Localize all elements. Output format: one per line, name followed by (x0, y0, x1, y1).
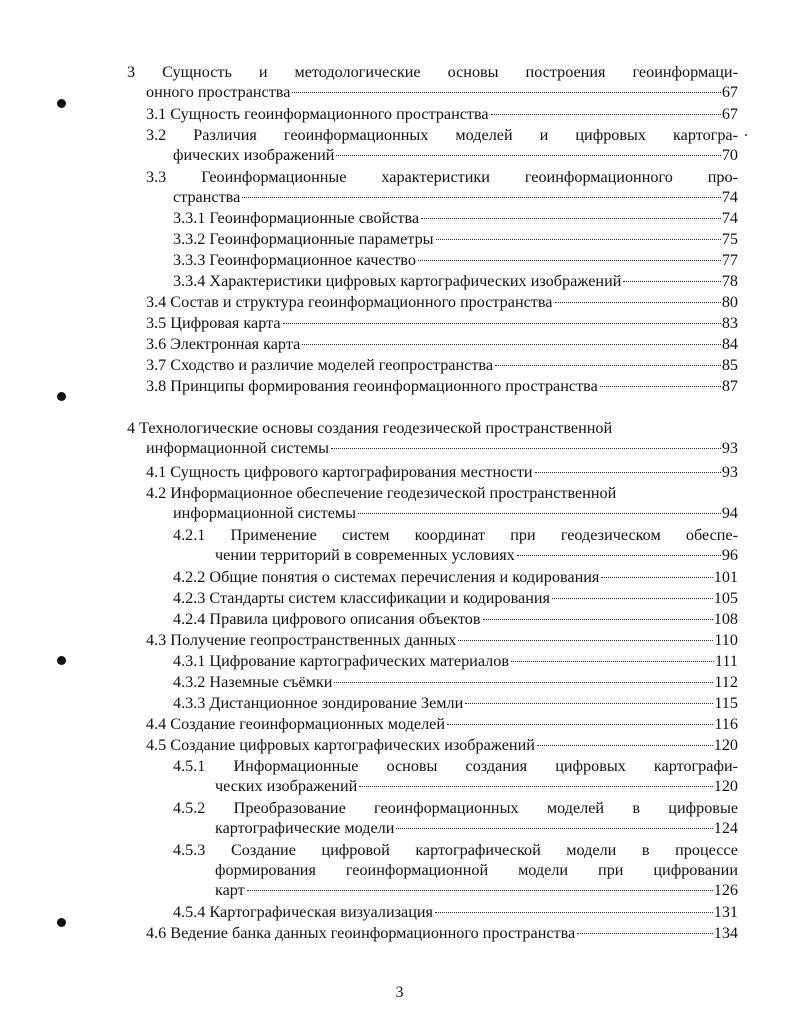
toc-page-number: 67 (721, 83, 738, 101)
toc-entry-line: 4.2.3 Стандарты систем классификации и кодирования 105 (173, 589, 738, 607)
dot-leader (511, 661, 714, 662)
dot-leader (334, 682, 713, 683)
dot-leader (436, 239, 721, 240)
toc-entry[interactable] (173, 902, 738, 922)
toc-entry[interactable] (146, 714, 738, 734)
toc-entry-line: 3.7 Сходство и различие моделей геопространства 85 (146, 356, 738, 374)
toc-entry[interactable] (146, 125, 738, 165)
toc-entry[interactable] (146, 292, 738, 312)
toc-page-number: 134 (713, 924, 738, 942)
toc-entry[interactable] (173, 567, 738, 587)
toc-page-number: 93 (721, 463, 738, 481)
toc-entry[interactable] (146, 630, 738, 650)
toc-entry-line: 3.2 Различия геоинформационных моделей и цифровых картогра- (146, 126, 738, 144)
toc-page-number: 101 (713, 568, 738, 586)
toc-entry-line: 4.3.3 Дистанционное зондирование Земли 115 (173, 694, 738, 712)
dot-leader (418, 260, 721, 261)
dot-leader (577, 933, 712, 934)
toc-entry[interactable] (173, 208, 738, 228)
toc-entry-line: 4.5.3 Создание цифровой картографической модели в процессе (173, 841, 738, 859)
toc-entry-line: 4.5.4 Картографическая визуализация 131 (173, 903, 738, 921)
toc-entry[interactable] (146, 923, 738, 943)
toc-entry[interactable] (173, 609, 738, 629)
margin-speck (745, 134, 747, 136)
toc-entry-line: 4.6 Ведение банка данных геоинформационного пространства 134 (146, 924, 738, 942)
toc-entry[interactable] (127, 418, 738, 458)
dot-leader (396, 828, 712, 829)
toc-entry-line: 4.5 Создание цифровых картографических изображений 120 (146, 736, 738, 754)
toc-page-number: 112 (714, 673, 738, 691)
margin-bullet-4 (57, 918, 66, 927)
dot-leader (336, 155, 720, 156)
dot-leader (600, 386, 721, 387)
toc-page-number: 93 (721, 439, 738, 457)
toc-page-number: 96 (721, 546, 738, 564)
toc-page-number: 111 (714, 652, 738, 670)
margin-bullet-2 (57, 392, 66, 401)
dot-leader (447, 724, 713, 725)
toc-page-number: 120 (713, 777, 738, 795)
dot-leader (465, 703, 713, 704)
toc-page-number: 108 (713, 610, 738, 628)
toc-entry[interactable] (173, 651, 738, 671)
toc-entry-line: 4.3 Получение геопространственных данных 110 (146, 631, 738, 649)
margin-bullet-1 (57, 99, 66, 108)
dot-leader (552, 598, 713, 599)
dot-leader (302, 344, 721, 345)
toc-entry[interactable] (173, 672, 738, 692)
toc-page-number: 77 (721, 251, 738, 269)
toc-entry-line: 3.4 Состав и структура геоинформационного пространства 80 (146, 293, 738, 311)
toc-entry[interactable] (173, 798, 738, 838)
margin-bullet-3 (57, 656, 66, 665)
toc-entry-line: 4.2 Информационное обеспечение геодезической пространственной (146, 484, 617, 502)
dot-leader (242, 197, 721, 198)
toc-entry[interactable] (146, 355, 738, 375)
toc-entry-line: 3.3.4 Характеристики цифровых картографических изображений 78 (173, 272, 738, 290)
toc-entry[interactable] (173, 756, 738, 796)
toc-entry-line: карт 126 (215, 881, 738, 899)
dot-leader (517, 555, 721, 556)
toc-page-number: 126 (713, 881, 738, 899)
toc-entry[interactable] (173, 525, 738, 565)
dot-leader (283, 323, 721, 324)
toc-entry[interactable] (146, 462, 738, 482)
toc-entry-line: ческих изображений 120 (215, 777, 738, 795)
toc-entry[interactable] (173, 693, 738, 713)
dot-leader (537, 745, 713, 746)
toc-page-number: 74 (721, 188, 738, 206)
toc-entry[interactable] (146, 104, 738, 124)
toc-entry-line: 4.1 Сущность цифрового картографирования местности 93 (146, 463, 738, 481)
dot-leader (458, 640, 713, 641)
toc-entry[interactable] (146, 334, 738, 354)
toc-entry[interactable] (146, 483, 738, 523)
toc-page-number: 105 (713, 589, 738, 607)
toc-entry-line: 4.2.4 Правила цифрового описания объектов 108 (173, 610, 738, 628)
dot-leader (495, 365, 721, 366)
toc-page-number: 67 (721, 105, 738, 123)
toc-entry-line: 3.5 Цифровая карта 83 (146, 314, 738, 332)
dot-leader (601, 577, 712, 578)
toc-page-number: 87 (721, 377, 738, 395)
toc-entry-line: 3.3.2 Геоинформационные параметры 75 (173, 230, 738, 248)
toc-entry-line: формирования геоинформационной модели при цифровании (215, 861, 738, 879)
toc-page-number: 115 (714, 694, 738, 712)
toc-page-number: 94 (721, 504, 738, 522)
toc-entry-line: 3.6 Электронная карта 84 (146, 335, 738, 353)
toc-entry-line: 3.3.1 Геоинформационные свойства 74 (173, 209, 738, 227)
page-number: 3 (395, 984, 404, 1001)
toc-page-number: 75 (721, 230, 738, 248)
toc-page-number: 84 (721, 335, 738, 353)
toc-entry-line: 3.8 Принципы формирования геоинформационного пространства 87 (146, 377, 738, 395)
toc-entry-line: фических изображений 70 (173, 146, 738, 164)
dot-leader (555, 302, 721, 303)
toc-entry-line: 4 Технологические основы создания геодезической пространственной (127, 419, 613, 437)
toc-entry[interactable] (146, 376, 738, 396)
toc-entry-line: информационной системы 94 (173, 504, 738, 522)
toc-entry[interactable] (146, 167, 738, 207)
dot-leader (421, 218, 721, 219)
toc-entry-line: странства 74 (173, 188, 738, 206)
toc-entry-line: 4.3.1 Цифрование картографических материалов 111 (173, 652, 738, 670)
toc-entry-line: информационной системы 93 (146, 439, 738, 457)
dot-leader (292, 92, 720, 93)
toc-entry-line: 4.2.1 Применение систем координат при геодезическом обеспе- (173, 526, 738, 544)
dot-leader (358, 513, 721, 514)
toc-page-number: 70 (721, 146, 738, 164)
toc-entry[interactable] (146, 735, 738, 755)
toc-page-number: 110 (714, 631, 738, 649)
toc-entry-line: онного пространства 67 (146, 83, 738, 101)
toc-entry-line: 3.3 Геоинформационные характеристики геоинформационного про- (146, 168, 738, 186)
toc-entry[interactable] (173, 271, 738, 291)
toc-page-number: 78 (721, 272, 738, 290)
toc-page-number: 131 (713, 903, 738, 921)
toc-entry[interactable] (173, 840, 738, 900)
dot-leader (535, 472, 721, 473)
toc-page-number: 83 (721, 314, 738, 332)
toc-entry-line: 4.5.2 Преобразование геоинформационных моделей в цифровые (173, 799, 738, 817)
toc-page-number: 124 (713, 819, 738, 837)
dot-leader (359, 786, 712, 787)
toc-entry[interactable] (173, 250, 738, 270)
toc-page-number: 80 (721, 293, 738, 311)
toc-page-number: 120 (713, 736, 738, 754)
toc-page-number: 85 (721, 356, 738, 374)
toc-entry[interactable] (173, 229, 738, 249)
dot-leader (491, 114, 721, 115)
toc-page-number: 116 (714, 715, 738, 733)
toc-entry[interactable] (146, 313, 738, 333)
toc-entry[interactable] (173, 588, 738, 608)
dot-leader (483, 619, 713, 620)
toc-entry-line: картографические модели 124 (215, 819, 738, 837)
toc-entry-line: 4.3.2 Наземные съёмки 112 (173, 673, 738, 691)
dot-leader (331, 448, 721, 449)
dot-leader (247, 890, 713, 891)
toc-entry-line: чении территорий в современных условиях 96 (215, 546, 738, 564)
toc-entry-line: 3.3.3 Геоинформационное качество 77 (173, 251, 738, 269)
toc-entry-line: 3.1 Сущность геоинформационного пространства 67 (146, 105, 738, 123)
dot-leader (435, 912, 713, 913)
toc-entry-line: 4.2.2 Общие понятия о системах перечисления и кодирования 101 (173, 568, 738, 586)
dot-leader (623, 281, 720, 282)
toc-page-number: 74 (721, 209, 738, 227)
toc-entry[interactable] (127, 62, 738, 102)
toc-entry-line: 3 Сущность и методологические основы построения геоинформаци- (127, 63, 738, 81)
toc-entry-line: 4.4 Создание геоинформационных моделей 116 (146, 715, 738, 733)
toc-entry-line: 4.5.1 Информационные основы создания цифровых картографи- (173, 757, 738, 775)
